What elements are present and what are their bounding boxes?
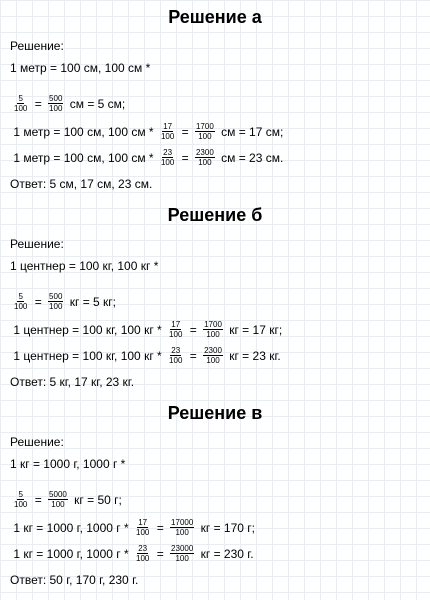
fraction: $\frac{2300}{100}$ (195, 148, 214, 167)
fraction: $\frac{17}{100}$ (160, 122, 175, 141)
fraction: $\frac{17000}{100}$ (171, 518, 194, 537)
answer-line: Ответ: 5 кг, 17 кг, 23 кг. (10, 375, 135, 389)
solution-section-b (0, 204, 430, 389)
fraction: $\frac{1700}{100}$ (195, 122, 214, 141)
fraction: $\frac{5}{100}$ (14, 490, 28, 509)
answer-line: Ответ: 50 г, 170 г, 230 г. (10, 573, 139, 587)
fraction: $\frac{23000}{100}$ (171, 544, 194, 563)
section-title: Решение б (167, 205, 263, 225)
calc-line-2: 1 центнер = 100 кг, 100 кг * $\frac{17}{100}$ = $\frac{1700}{100}$ кг = 17 кг; (10, 320, 286, 339)
calc-line-2: 1 кг = 1000 г, 1000 г * $\frac{17}{100}$ = $\frac{17000}{100}$ кг = 170 г; (10, 518, 259, 537)
fraction: $\frac{5}{100}$ (14, 292, 28, 311)
intro-line: 1 кг = 1000 г, 1000 г * (10, 457, 126, 471)
intro-line: 1 метр = 100 см, 100 см * (10, 61, 151, 75)
fraction: $\frac{1700}{100}$ (204, 320, 222, 339)
calc-line-1: $\frac{5}{100}$ = $\frac{500}{100}$ см = 5 см; (14, 94, 129, 113)
calc-line-3: 1 метр = 100 см, 100 см * $\frac{23}{100}$ = $\frac{2300}{100}$ см = 23 см. (10, 148, 287, 167)
calc-line-3: 1 кг = 1000 г, 1000 г * $\frac{23}{100}$ = $\frac{23000}{100}$ кг = 230 г. (10, 544, 257, 563)
fraction: $\frac{23}{100}$ (169, 346, 183, 365)
fraction: $\frac{17}{100}$ (169, 320, 183, 339)
solution-section-a (0, 6, 430, 191)
calc-line-2: 1 метр = 100 см, 100 см * $\frac{17}{100}$ = $\frac{1700}{100}$ см = 17 см; (10, 122, 287, 141)
section-title: Решение а (168, 7, 262, 27)
fraction: $\frac{2300}{100}$ (204, 346, 222, 365)
fraction: $\frac{23}{100}$ (136, 544, 150, 563)
intro-line: 1 центнер = 100 кг, 100 кг * (10, 259, 159, 273)
calc-line-1: $\frac{5}{100}$ = $\frac{5000}{100}$ кг = 50 г; (14, 490, 126, 509)
calc-line-1: $\frac{5}{100}$ = $\frac{500}{100}$ кг = 5 кг; (14, 292, 120, 311)
solution-label: Решение: (10, 39, 64, 53)
fraction: $\frac{500}{100}$ (49, 292, 63, 311)
section-title: Решение в (167, 403, 263, 423)
fraction: $\frac{17}{100}$ (136, 518, 150, 537)
solution-label: Решение: (10, 237, 64, 251)
fraction: $\frac{500}{100}$ (49, 94, 63, 113)
calc-line-3: 1 центнер = 100 кг, 100 кг * $\frac{23}{100}$ = $\frac{2300}{100}$ кг = 23 кг. (10, 346, 285, 365)
answer-line: Ответ: 5 см, 17 см, 23 см. (10, 177, 153, 191)
solution-label: Решение: (10, 435, 64, 449)
solution-section-c (0, 402, 430, 587)
fraction: $\frac{5}{100}$ (14, 94, 28, 113)
fraction: $\frac{23}{100}$ (160, 148, 175, 167)
fraction: $\frac{5000}{100}$ (49, 490, 67, 509)
